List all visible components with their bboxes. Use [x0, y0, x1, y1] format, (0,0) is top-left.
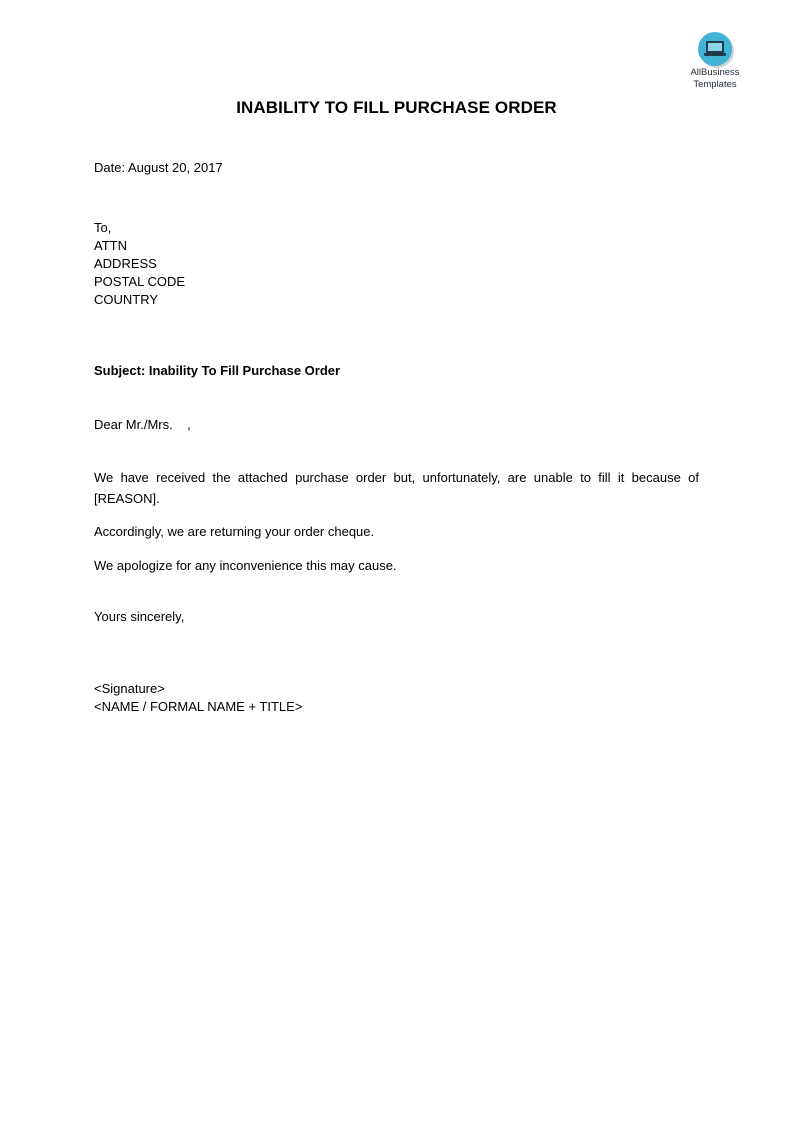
body-paragraph-reason: We have received the attached purchase order but, unfortunately, are unable to fill it because of [REASON].	[94, 470, 699, 506]
name-title-placeholder: <NAME / FORMAL NAME + TITLE>	[94, 699, 303, 714]
laptop-icon	[698, 32, 732, 66]
recipient-postal-code: POSTAL CODE	[94, 274, 186, 289]
body-paragraph-apology: We apologize for any inconvenience this may cause.	[94, 558, 397, 573]
signature-placeholder: <Signature>	[94, 681, 165, 696]
closing: Yours sincerely,	[94, 609, 185, 624]
logo-text-line1: AllBusiness	[690, 67, 740, 78]
subject-line: Subject: Inability To Fill Purchase Order	[94, 363, 341, 378]
date-line: Date: August 20, 2017	[94, 160, 223, 175]
recipient-country: COUNTRY	[94, 292, 159, 307]
brand-logo	[684, 32, 746, 89]
body-paragraph-cheque: Accordingly, we are returning your order cheque.	[94, 524, 375, 539]
logo-text-line2: Templates	[693, 78, 737, 90]
recipient-to: To,	[94, 220, 112, 235]
page-title: INABILITY TO FILL PURCHASE ORDER	[236, 98, 557, 117]
recipient-attn: ATTN	[94, 238, 127, 253]
recipient-address: ADDRESS	[94, 256, 157, 271]
salutation: Dear Mr./Mrs. ,	[94, 417, 191, 432]
